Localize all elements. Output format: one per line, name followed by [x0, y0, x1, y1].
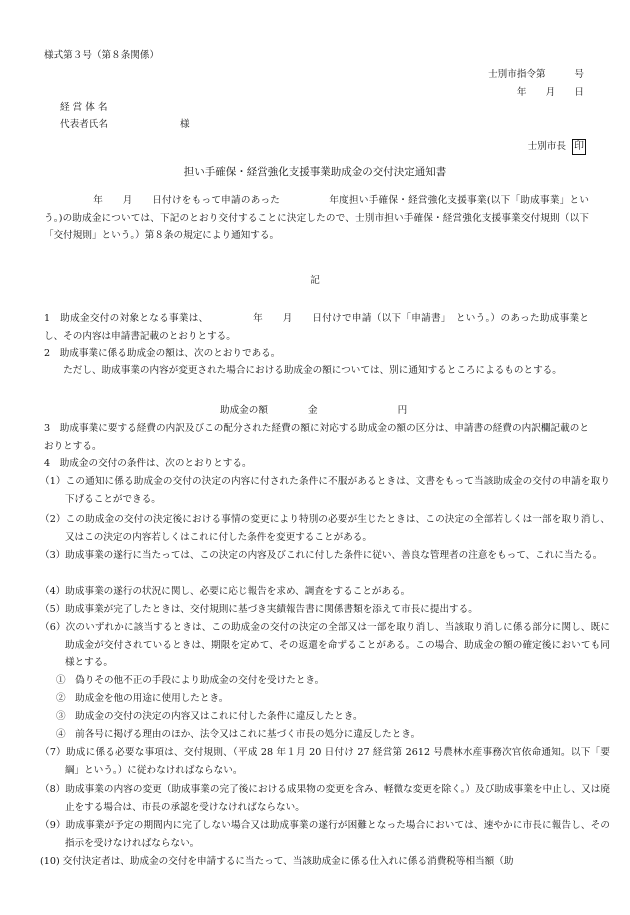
item-1: 1 助成金交付の対象となる事業は、 年 月 日付けで申請（以下「申請書」 という。）のあった助成事業とし、その内容は申請書記載のとおりとする。: [44, 313, 589, 342]
recipient-org-label: 経 営 体 名: [60, 102, 108, 113]
form-label: 様式第３号（第８条関係）: [44, 50, 160, 61]
condition-2: （2）この助成金の交付の決定後における事情の変更により特別の必要が生じたときは、この決定の全部若しくは一部を取り消し、又はこの決定の内容若しくはこれに付した条件を変更することがある。: [40, 514, 610, 543]
issuer-row: [528, 138, 586, 156]
document-date: 年 月 日: [516, 87, 584, 98]
condition-1: （1）この通知に係る助成金の交付の決定の内容に付された条件に不服があるときは、文書をもって当該助成金の交付の申請を取り下げることができる。: [40, 476, 610, 505]
condition-4: （4）助成事業の遂行の状況に関し、必要に応じ報告を求め、調査をすることがある。: [40, 586, 411, 597]
condition-3: （3）助成事業の遂行に当たっては、この決定の内容及びこれに付した条件に従い、善良な管理者の注意をもって、これに当たる。: [40, 550, 603, 561]
item-2: 2 助成事業に係る助成金の額は、次のとおりである。: [44, 348, 281, 359]
condition-6: （6）次のいずれかに該当するときは、この助成金の交付の決定の全部又は一部を取り消し、当該取り消しに係る部分に関し、既に助成金が交付されているときは、期限を定めて、その返還を命ずることがある。この場合、助成金の額の確定後においても同様とする。: [40, 622, 610, 668]
recipient-name-label: 代表者氏名: [60, 119, 108, 130]
condition-5: （5）助成事業が完了したときは、交付規則に基づき実績報告書に関係書類を添えて市長に提出する。: [40, 604, 478, 615]
amount-yen: 円: [397, 405, 408, 416]
item-3: 3 助成事業に要する経費の内訳及びこの配分された経費の額に対応する助成金の額の区分は、申請書の経費の内訳欄記載のとおりとする。: [44, 423, 589, 452]
seal-mark: 印: [572, 139, 586, 155]
document-title: 担い手確保・経営強化支援事業助成金の交付決定通知書: [183, 166, 447, 178]
condition-10: (10) 交付決定者は、助成金の交付を申請するに当たって、当該助成金に係る仕入れに係る消費税等相当額（助: [40, 856, 514, 867]
amount-row: [220, 402, 407, 420]
sub-item-4: ④ 前各号に掲げる理由のほか、法令又はこれに基づく市長の処分に違反したとき。: [56, 729, 421, 740]
document-number: 士別市指令第 号: [488, 69, 584, 80]
amount-label: 助成金の額: [220, 405, 268, 416]
item-4: 4 助成金の交付の条件は、次のとおりとする。: [44, 458, 252, 469]
ki-label: 記: [310, 275, 320, 286]
intro-paragraph: 年 月 日付けをもって申請のあった 年度担い手確保・経営強化支援事業(以下「助成事業」という。)の助成金については、下記のとおり交付することに決定したので、士別市担い手確保・経営強化支援事業交付規則（以下「交付規則」という。）第８条の規定により通知する。: [44, 195, 589, 241]
condition-7: （7）助成に係る必要な事項は、交付規則、（平成 28 年１月 20 日付け 27 経営第 2612 号農林水産事務次官依命通知。以下「要綱」という。）に従わなければならない。: [40, 747, 610, 776]
recipient-name-row: [60, 116, 190, 134]
sub-item-3: ③ 助成金の交付の決定の内容又はこれに付した条件に違反したとき。: [56, 711, 363, 722]
issuer-label: 士別市長: [527, 141, 566, 152]
amount-kin: 金: [307, 405, 318, 416]
condition-8: （8）助成事業の内容の変更（助成事業の完了後における成果物の変更を含み、軽微な変更を除く。）及び助成事業を中止し、又は廃止をする場合は、市長の承認を受けなければならない。: [40, 784, 610, 813]
sub-item-1: ① 偽りその他不正の手段により助成金の交付を受けたとき。: [56, 675, 325, 686]
condition-9: （9）助成事業が予定の期間内に完了しない場合又は助成事業の遂行が困難となった場合においては、速やかに市長に報告し、その指示を受けなければならない。: [40, 820, 610, 849]
recipient-honorific: 様: [179, 119, 190, 130]
item-2-note: ただし、助成事業の内容が変更された場合における助成金の額については、別に通知するところによるものとする。: [63, 365, 562, 376]
sub-item-2: ② 助成金を他の用途に使用したとき。: [56, 693, 229, 704]
